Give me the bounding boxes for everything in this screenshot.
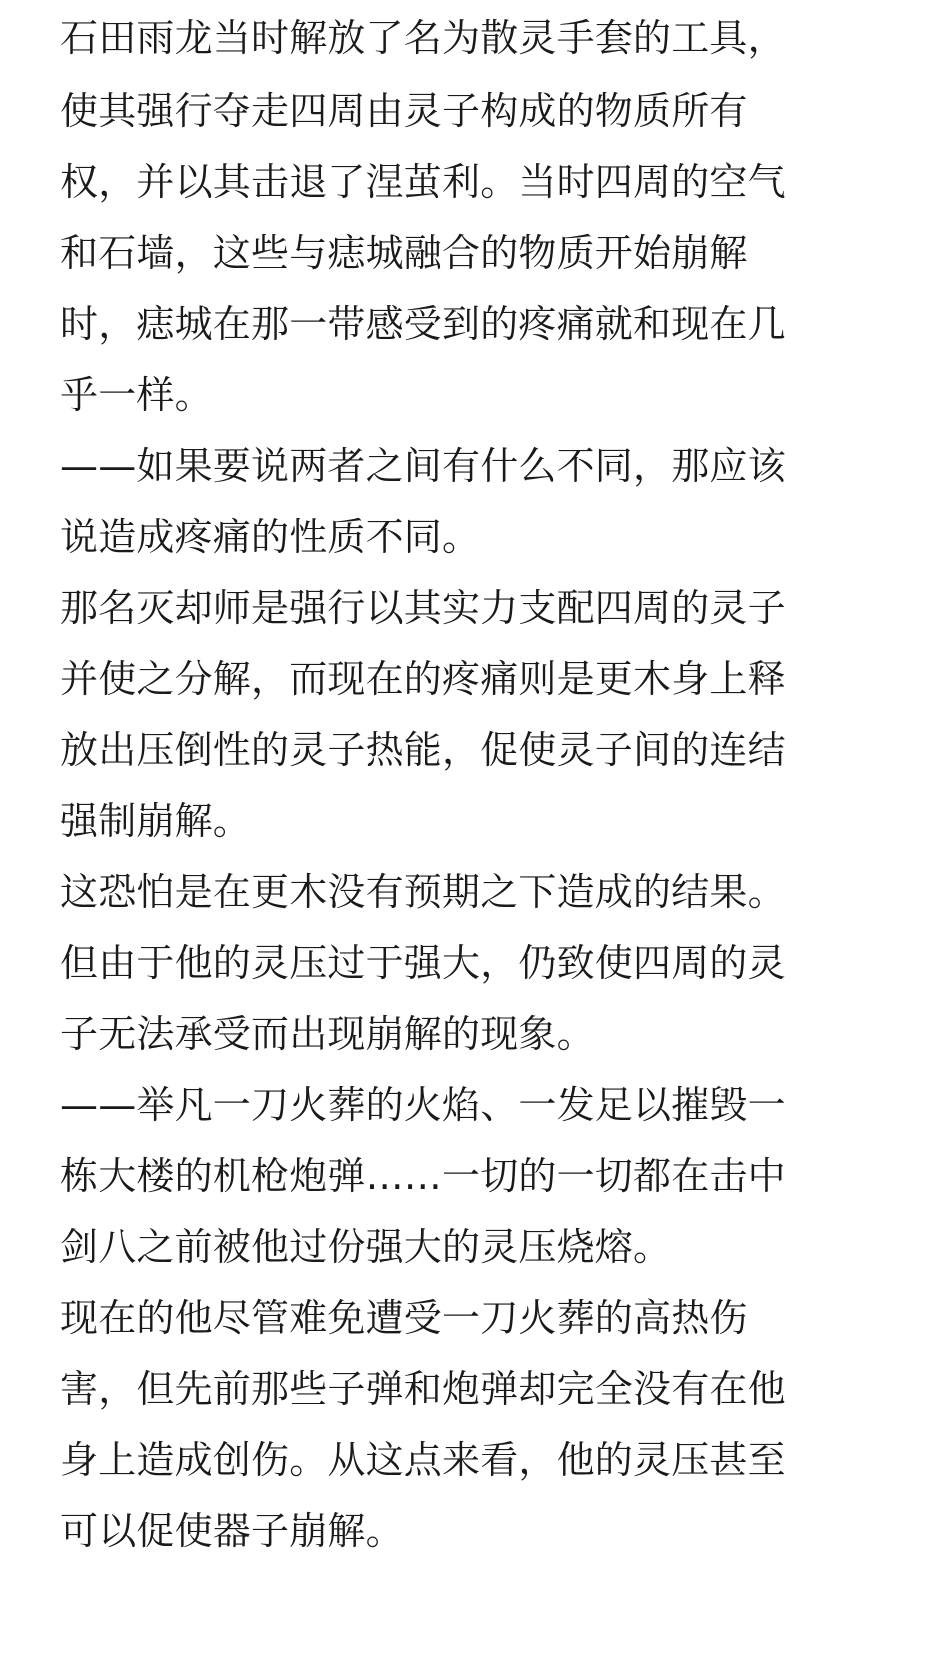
- text-line: 说造成疼痛的性质不同。: [60, 515, 481, 559]
- text-line: 这恐怕是在更木没有预期之下造成的结果。: [60, 870, 786, 914]
- text-line: 栋大楼的机枪炮弹……一切的一切都在击中: [60, 1154, 786, 1198]
- text-line: 权，并以其击退了涅茧利。当时四周的空气: [60, 160, 786, 204]
- text-line: 但由于他的灵压过于强大，仍致使四周的灵: [60, 941, 786, 985]
- text-line: 那名灭却师是强行以其实力支配四周的灵子: [60, 586, 786, 630]
- text-line: ——举凡一刀火葬的火焰、一发足以摧毁一: [60, 1083, 786, 1127]
- reading-text-body: [60, 0, 820, 1567]
- text-line: 剑八之前被他过份强大的灵压烧熔。: [60, 1225, 672, 1269]
- text-line: 身上造成创伤。从这点来看，他的灵压甚至: [60, 1438, 786, 1482]
- text-line: 强制崩解。: [60, 799, 252, 843]
- text-line: 使其强行夺走四周由灵子构成的物质所有: [60, 89, 748, 133]
- text-line: 放出压倒性的灵子热能，促使灵子间的连结: [60, 728, 786, 772]
- text-line: 现在的他尽管难免遭受一刀火葬的高热伤: [60, 1296, 748, 1340]
- text-line: 子无法承受而出现崩解的现象。: [60, 1012, 595, 1056]
- text-line: 时，痣城在那一带感受到的疼痛就和现在几: [60, 302, 786, 346]
- text-line: 石田雨龙当时解放了名为散灵手套的工具，: [60, 16, 786, 60]
- text-line: ——如果要说两者之间有什么不同，那应该: [60, 444, 786, 488]
- text-line: 并使之分解，而现在的疼痛则是更木身上释: [60, 657, 786, 701]
- text-line: 害，但先前那些子弹和炮弹却完全没有在他: [60, 1367, 786, 1411]
- text-line: 可以促使器子崩解。: [60, 1509, 404, 1553]
- text-line: 和石墙，这些与痣城融合的物质开始崩解: [60, 231, 748, 275]
- text-line: 乎一样。: [60, 373, 213, 417]
